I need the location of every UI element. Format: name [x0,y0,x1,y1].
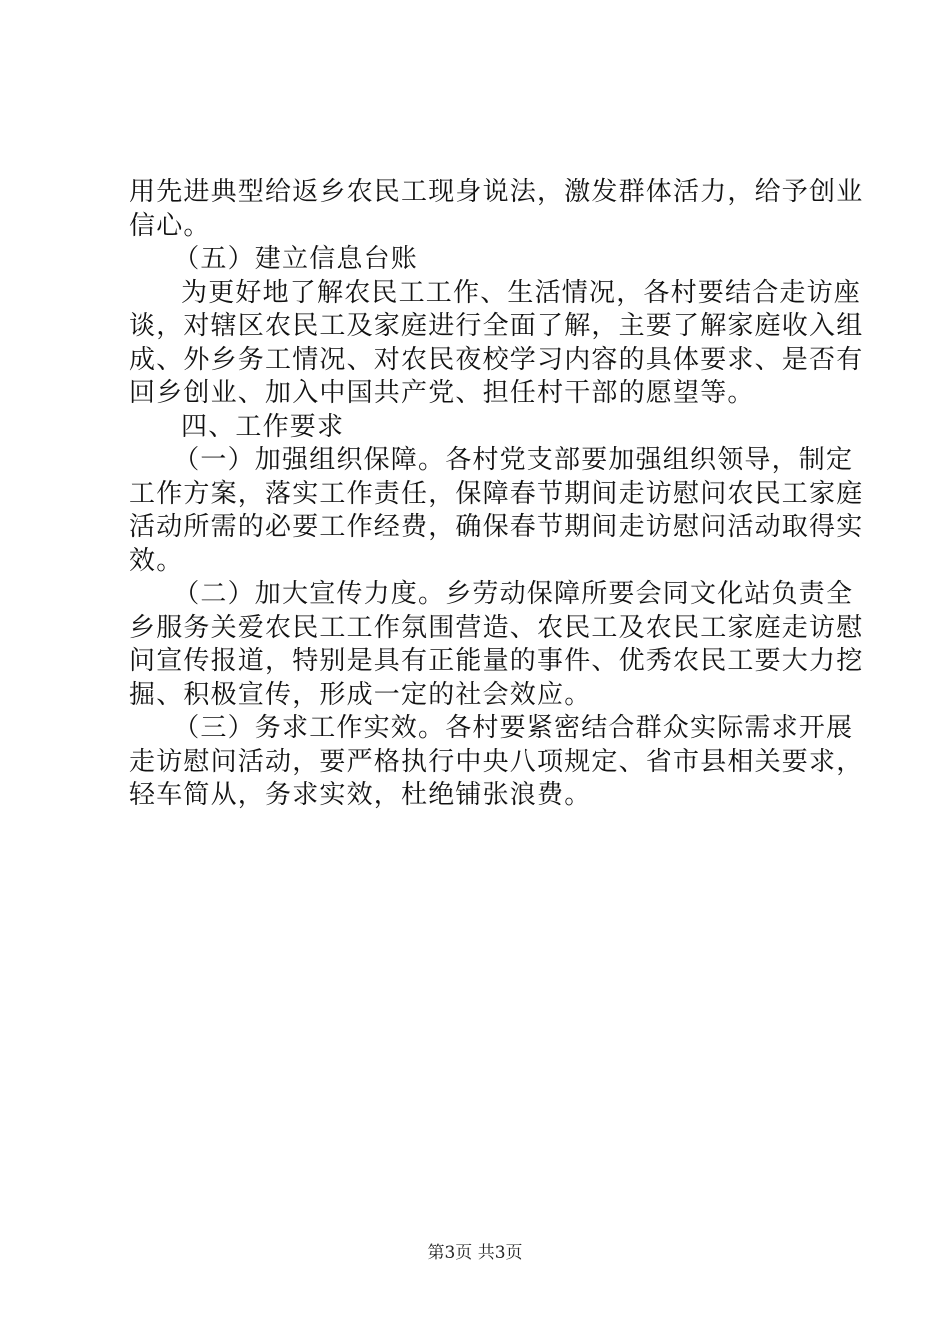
page-footer: 第3页 共3页 [427,1243,523,1263]
text-line: 乡服务关爱农民工工作氛围营造、农民工及农民工家庭走访慰 [129,612,864,643]
text-line: 走访慰问活动，要严格执行中央八项规定、省市县相关要求， [129,746,864,777]
text-line: 问宣传报道，特别是具有正能量的事件、优秀农民工要大力挖 [129,646,864,676]
text-line: 用先进典型给返乡农民工现身说法，激发群体活力，给予创业 [129,177,864,207]
document-body [129,176,864,813]
text-line: （五）建立信息台账 [173,244,418,274]
text-line: 掘、积极宣传，形成一定的社会效应。 [129,679,592,710]
text-line: 轻车简从，务求实效，杜绝铺张浪费。 [129,780,592,810]
text-line: 活动所需的必要工作经费，确保春节期间走访慰问活动取得实 [129,512,864,542]
text-line: 谈，对辖区农民工及家庭进行全面了解，主要了解家庭收入组 [129,311,864,341]
text-line: （二）加大宣传力度。乡劳动保障所要会同文化站负责全 [173,579,854,609]
text-line: 回乡创业、加入中国共产党、担任村干部的愿望等。 [129,378,755,408]
text-line: 信心。 [129,210,211,241]
text-line: （三）务求工作实效。各村要紧密结合群众实际需求开展 [173,713,854,743]
text-line: 成、外乡务工情况、对农民夜校学习内容的具体要求、是否有 [129,344,864,375]
text-line: 效。 [129,545,184,576]
text-line: 为更好地了解农民工工作、生活情况，各村要结合走访座 [181,277,862,308]
text-line: 工作方案，落实工作责任，保障春节期间走访慰问农民工家庭 [129,478,864,509]
text-line: 四、工作要求 [181,411,345,442]
text-line: （一）加强组织保障。各村党支部要加强组织领导，制定 [173,445,854,475]
